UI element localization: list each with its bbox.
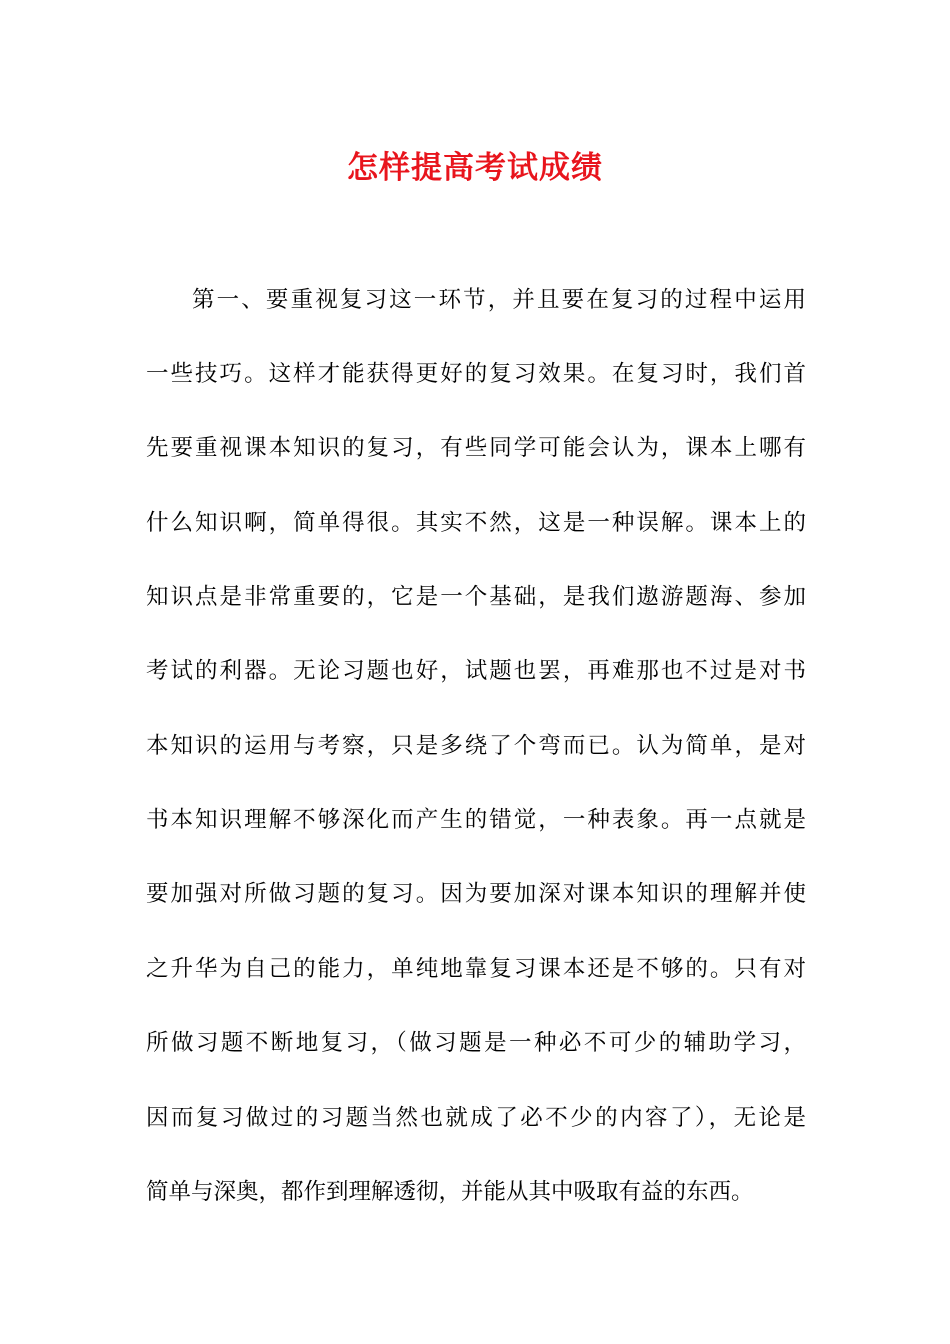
paragraph-line: 知识点是非常重要的，它是一个基础，是我们遨游题海、参加 (146, 584, 806, 610)
paragraph-line: 因而复习做过的习题当然也就成了必不少的内容了），无论是 (146, 1105, 806, 1131)
paragraph-line: 第一、要重视复习这一环节，并且要在复习的过程中运用 (192, 287, 806, 313)
paragraph-line: 一些技巧。这样才能获得更好的复习效果。在复习时，我们首 (146, 361, 806, 387)
paragraph-line: 书本知识理解不够深化而产生的错觉，一种表象。再一点就是 (146, 807, 806, 833)
paragraph-line: 之升华为自己的能力，单纯地靠复习课本还是不够的。只有对 (146, 956, 806, 982)
paragraph-line: 要加强对所做习题的复习。因为要加深对课本知识的理解并使 (146, 881, 806, 907)
document-title: 怎样提高考试成绩 (347, 150, 603, 186)
paragraph-line: 本知识的运用与考察，只是多绕了个弯而已。认为简单，是对 (146, 733, 806, 759)
paragraph-line: 简单与深奥，都作到理解透彻，并能从其中吸取有益的东西。 (146, 1179, 754, 1205)
paragraph-line: 考试的利器。无论习题也好，试题也罢，再难那也不过是对书 (146, 658, 806, 684)
paragraph-line: 先要重视课本知识的复习，有些同学可能会认为，课本上哪有 (146, 435, 806, 461)
paragraph-line: 所做习题不断地复习，（做习题是一种必不可少的辅助学习， (146, 1030, 806, 1056)
paragraph-line: 什么知识啊，简单得很。其实不然，这是一种误解。课本上的 (146, 510, 806, 536)
